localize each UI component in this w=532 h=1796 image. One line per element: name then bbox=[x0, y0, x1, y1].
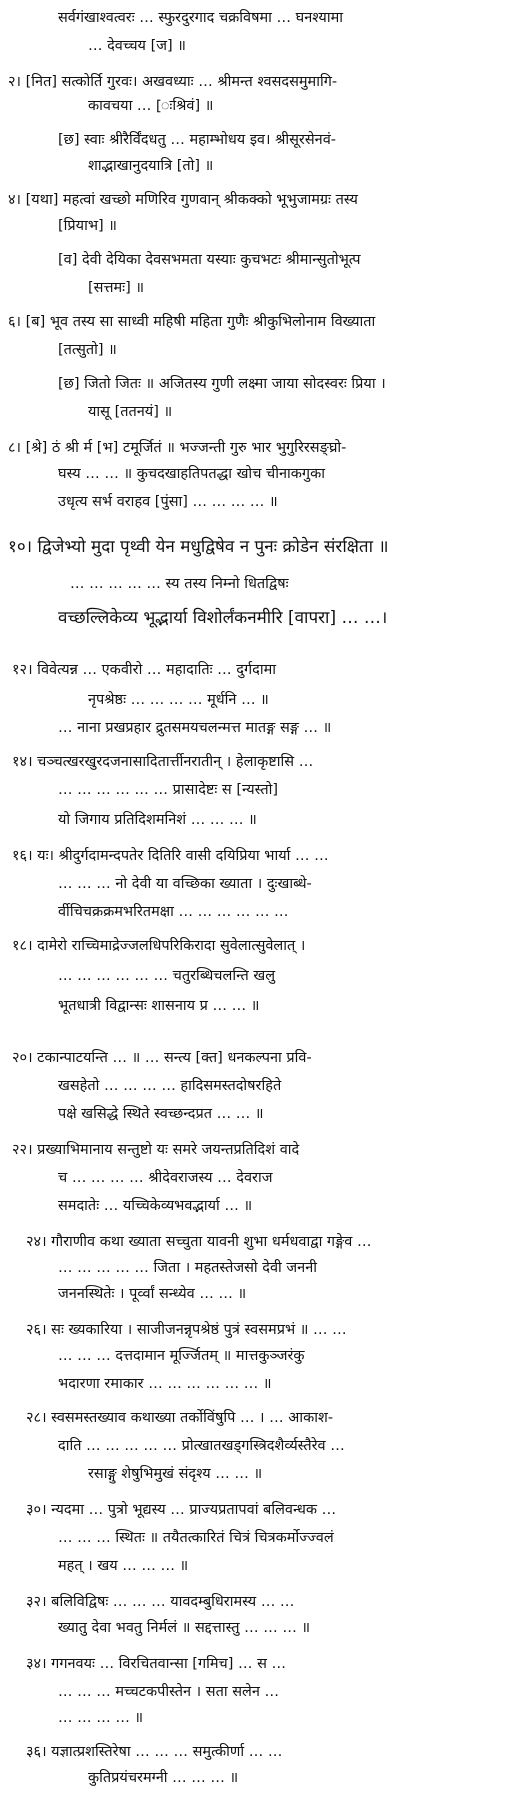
verse-line: ८। [श्रे] ठं श्री र्म [भ] टमूर्जितं ॥ भज्जन्ती गुरु भार भुगुरिरसङ्घ्रो- bbox=[8, 440, 347, 456]
verse-line: ३२। बलिविद्विषः … … … यावदम्बुधिरामस्य … … bbox=[26, 1594, 295, 1610]
text-line: [तत्सुतो] ॥ bbox=[58, 342, 117, 358]
text-line: कावचया … [ःश्रिवं] ॥ bbox=[88, 98, 214, 114]
text-line: कुतिप्रयंचरमग्नी … … … ॥ bbox=[88, 1770, 239, 1786]
verse-line: ३०। न्यदमा … पुत्रो भूद्यस्य … प्राज्यप्रतापवां बलिवन्धक … bbox=[26, 1502, 337, 1518]
text-line: [छ] स्वाः श्रीरैर्विंदधतु … महाम्भोधय इव। श्रीसूरसेनवं- bbox=[58, 132, 336, 148]
text-line: महत् । खय … … … ॥ bbox=[58, 1558, 189, 1574]
text-line: दाति … … … … … प्रोत्खातखड्गस्त्रिदशैर्व्यस्तैरेव … bbox=[58, 1438, 345, 1454]
text-line: … … … … … … चतुरब्धिचलन्ति खलु bbox=[58, 968, 276, 984]
verse-line: २२। प्रख्याभिमानाय सन्तुष्टो यः समरे जयन्तप्रतिदिशं वादे bbox=[12, 1142, 300, 1158]
text-line: समदातेः … यच्चिकेव्यभवद्भार्या … ॥ bbox=[58, 1198, 253, 1214]
text-line: … … … स्थितः ॥ तयैतत्कारितं चित्रं चित्रकर्मोज्ज्वलं bbox=[58, 1530, 334, 1546]
text-line: … देवच्चय [ज] ॥ bbox=[88, 38, 186, 54]
text-line: यो जिगाय प्रतिदिशमनिशं … … … ॥ bbox=[58, 812, 257, 828]
verse-line: १२। विवेत्यन्न … एकवीरो … महादातिः … दुर्गदामा bbox=[12, 662, 277, 678]
text-line: घस्य … … ॥ कुचदखाहतिपतद्धा खोच चीनाकगुका bbox=[58, 466, 325, 482]
text-line: … नाना प्रखप्रहार द्रुतसमयचलन्मत्त मातङ्ग सङ्ग … ॥ bbox=[58, 720, 332, 736]
text-line: [सत्तमः] ॥ bbox=[88, 280, 145, 296]
text-line: भूतधात्री विद्वान्सः शासनाय प्र … … ॥ bbox=[58, 998, 260, 1014]
text-line: च … … … … श्रीदेवराजस्य … देवराज bbox=[58, 1170, 273, 1186]
verse-line: २४। गौराणीव कथा ख्याता सच्चुता यावनी शुभा धर्मधवाद्वा गङ्गेव … bbox=[26, 1234, 372, 1250]
text-line: … … … … … स्य तस्य निम्नो धितद्विषः bbox=[70, 576, 289, 592]
text-line: र्वीचिचक्रक्रमभरितमक्षा … … … … … … bbox=[58, 904, 289, 920]
text-line: सर्वगंखाश्वत्वरः … स्फुरदुरगाद चक्रविषमा … घनश्यामा bbox=[58, 10, 344, 26]
verse-line: ३६। यज्ञात्प्रशस्तिरेषा … … … समुत्कीर्णा … … bbox=[26, 1744, 283, 1760]
text-line: … … … … … जिता । महतस्तेजसो देवी जननी bbox=[58, 1260, 317, 1276]
text-line: भदारणा रमाकार … … … … … … ॥ bbox=[58, 1376, 272, 1392]
text-line: शाद्भाखानुदयात्रि [तो] ॥ bbox=[88, 158, 214, 174]
verse-line: १०। द्विजेभ्यो मुदा पृथ्वी येन मधुद्विषेव न पुनः क्रोडेन संरक्षिता ॥ bbox=[8, 537, 389, 557]
text-line: [प्रियाभ] ॥ bbox=[58, 218, 117, 234]
text-line: [व] देवी देयिका देवसभमता यस्याः कुचभटः श्रीमान्सुतोभूत्प bbox=[58, 252, 361, 268]
text-line: खसहेतो … … … … हादिसमस्तदोषरहिते bbox=[58, 1078, 282, 1094]
text-line: … … … नो देवी या वच्छिका ख्याता । दुःखाब्धे- bbox=[58, 876, 312, 892]
text-line: उधृत्य सर्भ वराहव [पुंसा] … … … … ॥ bbox=[58, 494, 278, 510]
text-line: यासू [ततनयं] ॥ bbox=[88, 404, 173, 420]
verse-line: १४। चञ्चत्खरखुरदजनासादितार्त्तीनरातीन् । हेलाकृष्टासि … bbox=[12, 754, 314, 770]
text-line: … … … … ॥ bbox=[58, 1710, 144, 1726]
text-line: वच्छल्लिकेव्य भूद्भार्या विशोर्लंकनमीरि [वापरा] … …। bbox=[58, 608, 388, 628]
verse-line: २। [नित] सत्कोर्ति गुरवः। अखवध्याः … श्रीमन्त श्वसदसमुमागि- bbox=[8, 74, 338, 90]
text-line: … … … दत्तदामान मूर्ज्जितम् ॥ मात्तकुञ्जरंकु bbox=[58, 1348, 305, 1364]
verse-line: १८। दामेरो राच्चिमाद्रेज्जलधिपरिकिरादा सुवेलात्सुवेलात् । bbox=[12, 938, 306, 954]
text-line: रसाङ्गु शेषुभिमुखं संदृश्य … … ॥ bbox=[88, 1466, 263, 1482]
text-line: ख्यातु देवा भवतु निर्मलं ॥ सद्दत्तास्तु … … … ॥ bbox=[58, 1620, 311, 1636]
text-line: … … … मच्चटकपीस्तेन । सता सलेन … bbox=[58, 1684, 279, 1700]
verse-line: ३४। गगनवयः … विरचितवान्सा [गमिच] … स … bbox=[26, 1656, 287, 1672]
text-line: पक्षे खसिद्धे स्थिते स्वच्छन्दप्रत … … ॥ bbox=[58, 1106, 264, 1122]
verse-line: १६। यः। श्रीदुर्गदामन्दपतेर दितिरि वासी दयिप्रिया भार्या … … bbox=[12, 848, 329, 864]
verse-line: ६। [ब] भूव तस्य सा साध्वी महिषी महिता गुणैः श्रीकुभिलोनाम विख्याता bbox=[8, 314, 376, 330]
text-line: [छ] जितो जितः ॥ अजितस्य गुणी लक्ष्मा जाया सोदस्वरः प्रिया । bbox=[58, 376, 386, 392]
text-line: … … … … … … प्रासादेष्टः स [न्यस्तो] bbox=[58, 782, 278, 798]
verse-line: २०। टकान्पाटयन्ति … ॥ … सन्त्य [क्त] धनकल्पना प्रवि- bbox=[12, 1050, 312, 1066]
text-line: जननस्थितेः । पूर्व्वां सन्ध्येव … … ॥ bbox=[58, 1286, 247, 1302]
text-line: नृपश्रेष्ठः … … … … मूर्धनि … ॥ bbox=[88, 692, 269, 708]
verse-line: २८। स्वसमस्तख्याव कथाख्या तर्कोविंषुपि … । … आकाश- bbox=[26, 1410, 334, 1426]
verse-line: २६। सः ख्यकारिया । साजीजनन्नृपश्रेष्ठं पुत्रं स्वसमप्रभं ॥ … … bbox=[26, 1322, 347, 1338]
verse-line: ४। [यथा] महत्वां खच्छो मणिरिव गुणवान् श्रीकक्को भूभुजामग्रः तस्य bbox=[8, 192, 358, 208]
